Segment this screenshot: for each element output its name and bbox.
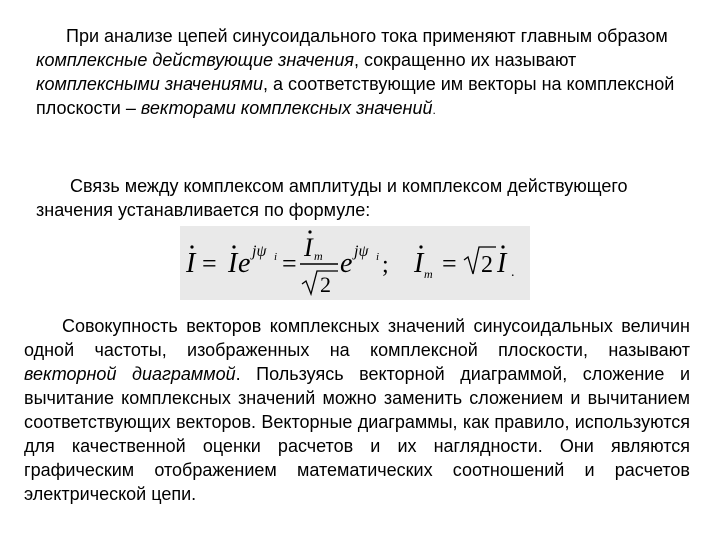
formula-eq-1: = [202,249,217,278]
formula-exp-1: jψ [252,243,267,260]
formula-eq-2: = [282,249,297,278]
formula-end-dot: . [511,265,515,280]
formula-e-1: e [238,248,251,279]
formula-I: I [186,248,196,279]
formula-semicolon: ; [382,252,389,278]
term-vector-diagram: векторной диаграммой [24,364,236,384]
formula-exp-2: jψ [354,243,369,260]
formula-sub-m-1: m [314,249,323,263]
formula-sub-m-2: m [424,267,433,281]
formula-sub-i-2: i [376,251,380,263]
formula-eq-3: = [442,249,457,278]
p1-text-2: , сокращенно их называют [353,50,577,70]
formula-e-2: e [340,248,353,279]
paragraph-vector-diagrams [24,314,690,506]
p1-text-1: При анализе цепей синусоидального тока применяют главным образом [66,26,668,46]
term-complex-effective-values: комплексные действующие значения [36,50,354,70]
formula-sub-i-1: i [274,251,278,263]
formula-Im: I [304,233,313,262]
p1-end-dot: . [432,103,436,117]
paragraph-formula-intro: Связь между комплексом амплитуды и комплексом действующего значения устанавливается по формуле: [36,176,628,220]
term-complex-values: комплексными значениями [36,74,264,94]
p3-text-2: . Пользуясь векторной диаграммой, сложение и вычитание комплексных значений можно заменить сложением и вычитанием соответствующих векторов. Векторные диаграммы, как правило, используются для качественной оценки расчетов и их наглядности. Они являются графическим отображением математических соотношений и расчетов электрической цепи. [24,364,691,504]
p1-text-3: , а соответствующие им векторы на комплексной плоскости – [36,74,675,118]
formula-image [180,226,530,300]
formula-Im-2: I [414,248,424,279]
formula-sqrt2-2: 2 [481,252,493,278]
paragraph-complex-values [36,24,686,122]
term-complex-vectors: векторами комплексных значений [140,98,433,118]
formula-sqrt2-1: 2 [320,272,331,297]
formula-svg [180,226,530,300]
formula-I-2: I [228,248,238,279]
p3-text-1: Совокупность векторов комплексных значений синусоидальных величин одной частоты, изображенных на комплексной плоскости, называют [24,316,690,360]
formula-I-3: I [497,248,507,279]
